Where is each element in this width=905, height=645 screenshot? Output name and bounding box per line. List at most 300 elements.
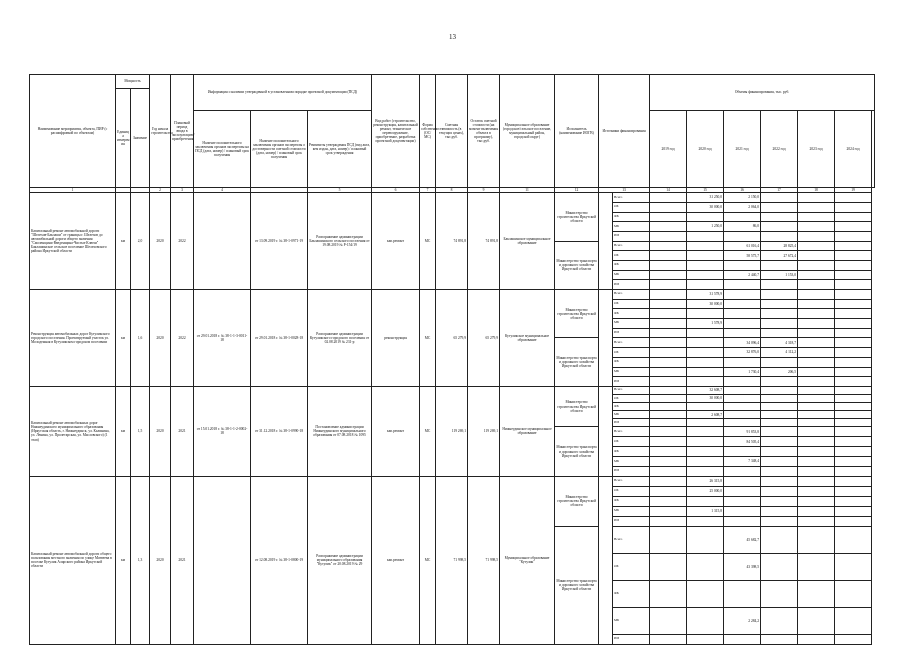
amount-2019 (650, 202, 687, 212)
amount-2024 (835, 506, 872, 516)
header-year-2019: 2019 год (650, 111, 687, 188)
amount-2022 (761, 634, 798, 644)
amount-2020 (687, 447, 724, 457)
amount-2019 (650, 411, 687, 419)
amount-2021: 91 853,8 (724, 427, 761, 437)
executor-construction: Министерство строительства Иркутской области (555, 386, 599, 426)
source-label: ИИ (613, 280, 650, 290)
amount-2024 (835, 419, 872, 427)
amount-2022 (761, 309, 798, 319)
object-name: Капитальный ремонт автомобильной дороги "Шелехов-Баклаши" от границы г. Шелехов до автомобильной дороги общего значения "Смоленщина-Введенщина-Чистые Ключи" Баклашинское сельское поселение Шелеховского района Иркутской области (30, 193, 116, 290)
header-design-info: Информация о наличии утвержденной в установленном порядке проектной документации (ПСД) (194, 75, 372, 111)
amount-2022 (761, 357, 798, 367)
source-label: Всего (613, 526, 650, 553)
header-year-2020: 2020 год (687, 111, 724, 188)
col-index: 12 (555, 188, 599, 193)
amount-2021 (724, 419, 761, 427)
amount-2020 (687, 403, 724, 411)
amount-2019 (650, 357, 687, 367)
amount-2023 (798, 634, 835, 644)
object-expertise-cost: от 13.09.2019 г. № 38-1-0971-19 (251, 193, 308, 290)
amount-2020 (687, 328, 724, 338)
amount-2021: 84 505,4 (724, 437, 761, 447)
header-expertise-psd: Наличие положительного заключения органов экспертизы на ПСД (дата, номер) / плановый срок получения (194, 111, 251, 188)
amount-2021 (724, 506, 761, 516)
amount-2020 (687, 516, 724, 526)
amount-2024 (835, 319, 872, 329)
object-approval: Распоряжение администрации Баклашинского сельского поселения от 19.08.2019 № Р-154/19 (308, 193, 372, 290)
amount-2023 (798, 607, 835, 634)
object-remaining: 71 998,5 (468, 476, 500, 644)
source-label: ИИ (613, 231, 650, 241)
source-label: ФБ (613, 496, 650, 506)
object-ownership: МС (420, 386, 436, 476)
amount-2021: 2 440,7 (724, 270, 761, 280)
object-value: 2,0 (131, 193, 150, 290)
amount-2019 (650, 457, 687, 467)
amount-2024 (835, 516, 872, 526)
amount-2022 (761, 222, 798, 232)
col-index: 19 (835, 188, 872, 193)
header-expertise-cost: Наличие положительного заключения органов экспертизы о достоверности сметной стоимости (дата, номер) / плановый срок получения (251, 111, 308, 188)
amount-2019 (650, 466, 687, 476)
amount-2019 (650, 506, 687, 516)
object-start-year: 2020 (150, 193, 171, 290)
amount-2023 (798, 328, 835, 338)
amount-2022: 206,5 (761, 367, 798, 377)
page-number: 13 (449, 33, 456, 41)
amount-2022 (761, 403, 798, 411)
source-label: ИИ (613, 466, 650, 476)
amount-2019 (650, 607, 687, 634)
col-index: 3 (171, 188, 194, 193)
amount-2023 (798, 486, 835, 496)
amount-2022 (761, 466, 798, 476)
amount-2022 (761, 580, 798, 607)
amount-2019 (650, 212, 687, 222)
amount-2024 (835, 427, 872, 437)
source-label: Всего (613, 386, 650, 394)
header-executor: Исполнитель (наименование ИОГВ) (555, 75, 599, 188)
source-label: МБ (613, 222, 650, 232)
amount-2019 (650, 309, 687, 319)
amount-2019 (650, 338, 687, 348)
amount-2024 (835, 193, 872, 203)
amount-2019 (650, 231, 687, 241)
object-expertise-psd: от 15.01.2018 г. № 38-1-1-2-0002-18 (194, 386, 251, 476)
amount-2024 (835, 447, 872, 457)
amount-2022 (761, 394, 798, 402)
source-label: ОБ (613, 553, 650, 580)
amount-2024 (835, 607, 872, 634)
amount-2023 (798, 394, 835, 402)
amount-2021: 2 284,2 (724, 607, 761, 634)
col-index: 8 (436, 188, 468, 193)
source-label: МБ (613, 457, 650, 467)
amount-2022 (761, 299, 798, 309)
object-value: 1,6 (131, 290, 150, 387)
amount-2024 (835, 348, 872, 358)
header-year-2024: 2024 год (835, 111, 872, 188)
object-start-year: 2020 (150, 386, 171, 476)
amount-2022: 1 153,0 (761, 270, 798, 280)
amount-2019 (650, 260, 687, 270)
amount-2024 (835, 338, 872, 348)
source-label: ФБ (613, 447, 650, 457)
amount-2024 (835, 367, 872, 377)
amount-2024 (835, 476, 872, 486)
amount-2020 (687, 377, 724, 387)
source-label: ФБ (613, 403, 650, 411)
amount-2020 (687, 260, 724, 270)
executor-construction: Министерство строительства Иркутской области (555, 193, 599, 241)
object-expertise-psd (194, 476, 251, 644)
amount-2020 (687, 212, 724, 222)
amount-2022 (761, 607, 798, 634)
sources-spacer (599, 290, 613, 387)
header-year-2022: 2022 год (761, 111, 798, 188)
amount-2023 (798, 319, 835, 329)
amount-2024 (835, 357, 872, 367)
amount-2023 (798, 367, 835, 377)
source-label: ИИ (613, 419, 650, 427)
header-work-type: Вид работ (строительство, реконструкция, капитальный ремонт, техническое перевооружение, приобретение, разработка проектной документации) (372, 75, 420, 188)
amount-2020 (687, 553, 724, 580)
amount-2020 (687, 251, 724, 261)
amount-2023 (798, 419, 835, 427)
amount-2020 (687, 338, 724, 348)
amount-2024 (835, 377, 872, 387)
source-label: ОБ (613, 202, 650, 212)
amount-2022 (761, 193, 798, 203)
col-index: 11 (500, 188, 555, 193)
amount-2021 (724, 212, 761, 222)
amount-2019 (650, 580, 687, 607)
object-row-group (30, 290, 875, 387)
amount-2021 (724, 386, 761, 394)
object-municipality: Баклашинское муниципальное образование (500, 193, 555, 290)
amount-2019 (650, 496, 687, 506)
col-index: 13 (599, 188, 650, 193)
amount-2020 (687, 367, 724, 377)
amount-2019 (650, 419, 687, 427)
amount-2024 (835, 260, 872, 270)
amount-2022 (761, 411, 798, 419)
amount-2019 (650, 634, 687, 644)
source-label: Всего (613, 427, 650, 437)
object-expertise-cost: от 31.12.2018 г. № 38-1-0990-18 (251, 386, 308, 476)
amount-2023 (798, 427, 835, 437)
amount-2023 (798, 496, 835, 506)
amount-2022 (761, 212, 798, 222)
amount-2020 (687, 526, 724, 553)
amount-2019 (650, 526, 687, 553)
amount-2022 (761, 319, 798, 329)
executor-transport: Министерство транспорта и дорожного хозяйства Иркутской области (555, 338, 599, 386)
amount-2022 (761, 377, 798, 387)
source-label: МБ (613, 319, 650, 329)
amount-2021 (724, 447, 761, 457)
amount-2021 (724, 260, 761, 270)
amount-2022 (761, 486, 798, 496)
object-expertise-cost: от 12.08.2019 г. № 38-1-0800-19 (251, 476, 308, 644)
object-unit: км (116, 290, 131, 387)
col-index: 4 (194, 188, 251, 193)
amount-2024 (835, 299, 872, 309)
amount-2023 (798, 222, 835, 232)
source-label: МБ (613, 506, 650, 516)
object-ownership: МС (420, 476, 436, 644)
amount-2021: 32 876,0 (724, 348, 761, 358)
object-period: 2022 (171, 290, 194, 387)
col-index: 14 (650, 188, 687, 193)
amount-2020: 31 578,9 (687, 290, 724, 300)
object-period: 2022 (171, 193, 194, 290)
amount-2024 (835, 231, 872, 241)
amount-2019 (650, 328, 687, 338)
amount-2021 (724, 328, 761, 338)
object-municipality: Нижнеудинское муниципальное образование (500, 386, 555, 476)
source-label: Всего (613, 241, 650, 251)
amount-2022 (761, 328, 798, 338)
amount-2022 (761, 260, 798, 270)
source-label: Всего (613, 338, 650, 348)
object-remaining: 74 891,8 (468, 193, 500, 290)
amount-2023 (798, 386, 835, 394)
amount-2023 (798, 526, 835, 553)
amount-2022 (761, 427, 798, 437)
source-label: ИИ (613, 377, 650, 387)
col-index: 16 (724, 188, 761, 193)
object-remaining: 119 269,1 (468, 386, 500, 476)
col-index: 18 (798, 188, 835, 193)
source-label: МБ (613, 270, 650, 280)
amount-2024 (835, 328, 872, 338)
amount-2021: 86,0 (724, 222, 761, 232)
col-index: 17 (761, 188, 798, 193)
amount-2021 (724, 377, 761, 387)
object-ownership: МС (420, 290, 436, 387)
header-ownership: Форма собственности (ОС/ МС) (420, 75, 436, 188)
amount-2024 (835, 496, 872, 506)
header-name: Наименование мероприятия, объекта, ПИР (с расшифровкой по объектам) (30, 75, 116, 188)
source-label: МБ (613, 607, 650, 634)
source-label: Всего (613, 476, 650, 486)
amount-2023 (798, 290, 835, 300)
amount-2020: 26 315,8 (687, 476, 724, 486)
amount-2023 (798, 270, 835, 280)
amount-2020 (687, 457, 724, 467)
amount-2020 (687, 437, 724, 447)
amount-2022 (761, 496, 798, 506)
amount-2021 (724, 280, 761, 290)
col-index: 15 (687, 188, 724, 193)
source-label: ОБ (613, 348, 650, 358)
amount-2022: 27 672,4 (761, 251, 798, 261)
amount-2021 (724, 319, 761, 329)
object-cost: 71 998,5 (436, 476, 468, 644)
amount-2023 (798, 437, 835, 447)
amount-2021 (724, 411, 761, 419)
amount-2020: 30 000,0 (687, 394, 724, 402)
col-index: 7 (420, 188, 436, 193)
amount-2021 (724, 516, 761, 526)
amount-2019 (650, 486, 687, 496)
col-index: 9 (468, 188, 500, 193)
sources-spacer (599, 386, 613, 476)
amount-2021: 45 682,7 (724, 526, 761, 553)
amount-2022 (761, 290, 798, 300)
amount-2020 (687, 348, 724, 358)
amount-2019 (650, 367, 687, 377)
amount-2021 (724, 634, 761, 644)
amount-2022 (761, 202, 798, 212)
amount-2021 (724, 231, 761, 241)
amount-2024 (835, 403, 872, 411)
amount-2021: 34 096,4 (724, 338, 761, 348)
header-capacity: Мощность (116, 75, 150, 89)
header-approval-docs: Реквизиты утверждения ПСД (вид акта, кем издан, дата, номер) / плановый срок утверждения (308, 111, 372, 188)
amount-2021: 2 150,0 (724, 193, 761, 203)
amount-2024 (835, 486, 872, 496)
amount-2024 (835, 280, 872, 290)
source-label: ОБ (613, 486, 650, 496)
executor-transport: Министерство транспорта и дорожного хозяйства Иркутской области (555, 526, 599, 644)
executor-construction: Министерство строительства Иркутской области (555, 290, 599, 338)
amount-2020 (687, 419, 724, 427)
source-label: ОБ (613, 394, 650, 402)
amount-2023 (798, 202, 835, 212)
amount-2023 (798, 411, 835, 419)
amount-2021: 61 016,4 (724, 241, 761, 251)
header-year-2023: 2023 год (798, 111, 835, 188)
amount-2021 (724, 466, 761, 476)
amount-2020: 30 000,0 (687, 299, 724, 309)
amount-2019 (650, 241, 687, 251)
amount-2024 (835, 309, 872, 319)
object-value: 1,5 (131, 386, 150, 476)
amount-2020 (687, 270, 724, 280)
object-unit: км (116, 476, 131, 644)
source-label: ФБ (613, 260, 650, 270)
amount-2023 (798, 231, 835, 241)
amount-2020 (687, 309, 724, 319)
source-label: ОБ (613, 299, 650, 309)
amount-2023 (798, 580, 835, 607)
amount-2024 (835, 212, 872, 222)
amount-2021: 2 064,0 (724, 202, 761, 212)
amount-2019 (650, 437, 687, 447)
header-unit: Единиц а измерен ия (116, 89, 131, 188)
header-value: Значение (131, 89, 150, 188)
source-label: ИИ (613, 328, 650, 338)
amount-2022 (761, 437, 798, 447)
amount-2023 (798, 506, 835, 516)
source-label: МБ (613, 367, 650, 377)
amount-2022: 4 318,7 (761, 338, 798, 348)
amount-2022 (761, 516, 798, 526)
amount-2024 (835, 437, 872, 447)
amount-2022 (761, 457, 798, 467)
amount-2024 (835, 241, 872, 251)
amount-2019 (650, 394, 687, 402)
col-index: 1 (30, 188, 116, 193)
amount-2023 (798, 377, 835, 387)
amount-2020: 1 315,8 (687, 506, 724, 516)
amount-2019 (650, 553, 687, 580)
object-unit: км (116, 193, 131, 290)
amount-2020: 31 250,0 (687, 193, 724, 203)
object-row-group (30, 386, 875, 476)
executor-transport: Министерство транспорта и дорожного хозяйства Иркутской области (555, 427, 599, 476)
amount-2022 (761, 386, 798, 394)
object-remaining: 65 279,9 (468, 290, 500, 387)
object-period: 2021 (171, 386, 194, 476)
header-year-2021: 2021 год (724, 111, 761, 188)
amount-2020 (687, 427, 724, 437)
object-cost: 65 279,9 (436, 290, 468, 387)
amount-2023 (798, 309, 835, 319)
amount-2024 (835, 251, 872, 261)
amount-2020 (687, 241, 724, 251)
object-name: Капитальный ремонт автомобильных дорог Нижнеудинского муниципального образования (Иркутская область, г. Нижнеудинск, ул. Калинина, ул. Ленина, ул. Пролетарская, ул. Масловского) (1 этап) (30, 386, 116, 476)
amount-2021: 58 575,7 (724, 251, 761, 261)
executor-transport: Министерство транспорта и дорожного хозяйства Иркутской области (555, 241, 599, 289)
amount-2024 (835, 290, 872, 300)
source-label: ИИ (613, 516, 650, 526)
amount-2023 (798, 466, 835, 476)
object-name: Реконструкция автомобильных дорог Кутуликского городского поселения. Проектируемый участок ул. Молодежная в Кутуликском городском поселении (30, 290, 116, 387)
amount-2022 (761, 231, 798, 241)
amount-2021 (724, 299, 761, 309)
executor-construction: Министерство строительства Иркутской области (555, 476, 599, 526)
amount-2021 (724, 290, 761, 300)
amount-2021 (724, 309, 761, 319)
amount-2020 (687, 231, 724, 241)
object-value: 1,3 (131, 476, 150, 644)
sources-spacer (599, 476, 613, 644)
amount-2023 (798, 476, 835, 486)
amount-2024 (835, 580, 872, 607)
source-label: ОБ (613, 251, 650, 261)
source-label: Всего (613, 193, 650, 203)
header-year-spare (872, 111, 875, 188)
amount-2020: 1 250,0 (687, 222, 724, 232)
amount-2024 (835, 457, 872, 467)
object-cost: 74 891,8 (436, 193, 468, 290)
amount-2022: 4 112,2 (761, 348, 798, 358)
amount-2024 (835, 553, 872, 580)
amount-2024 (835, 202, 872, 212)
col-index: 2 (150, 188, 171, 193)
amount-2023 (798, 338, 835, 348)
amount-2019 (650, 386, 687, 394)
amount-2020 (687, 466, 724, 476)
amount-2022: 28 825,4 (761, 241, 798, 251)
amount-2020 (687, 357, 724, 367)
amount-2023 (798, 241, 835, 251)
object-name: Капитальный ремонт автомобильной дороги общего пользования местного значения по улице Матвеева в поселке Кутулик Аларского района Иркутской области (30, 476, 116, 644)
header-planned-period: Плановый период ввода в эксплуатацию/приобретения (171, 75, 194, 188)
object-ownership: МС (420, 193, 436, 290)
amount-2024 (835, 270, 872, 280)
header-financing: Объемы финансирования, тыс. руб. (650, 75, 875, 111)
amount-2021 (724, 580, 761, 607)
col-index: 6 (372, 188, 420, 193)
object-cost: 119 269,1 (436, 386, 468, 476)
header-estimated-cost: Сметная стоимость (в текущих ценах), тыс.руб. (436, 75, 468, 188)
amount-2019 (650, 270, 687, 280)
